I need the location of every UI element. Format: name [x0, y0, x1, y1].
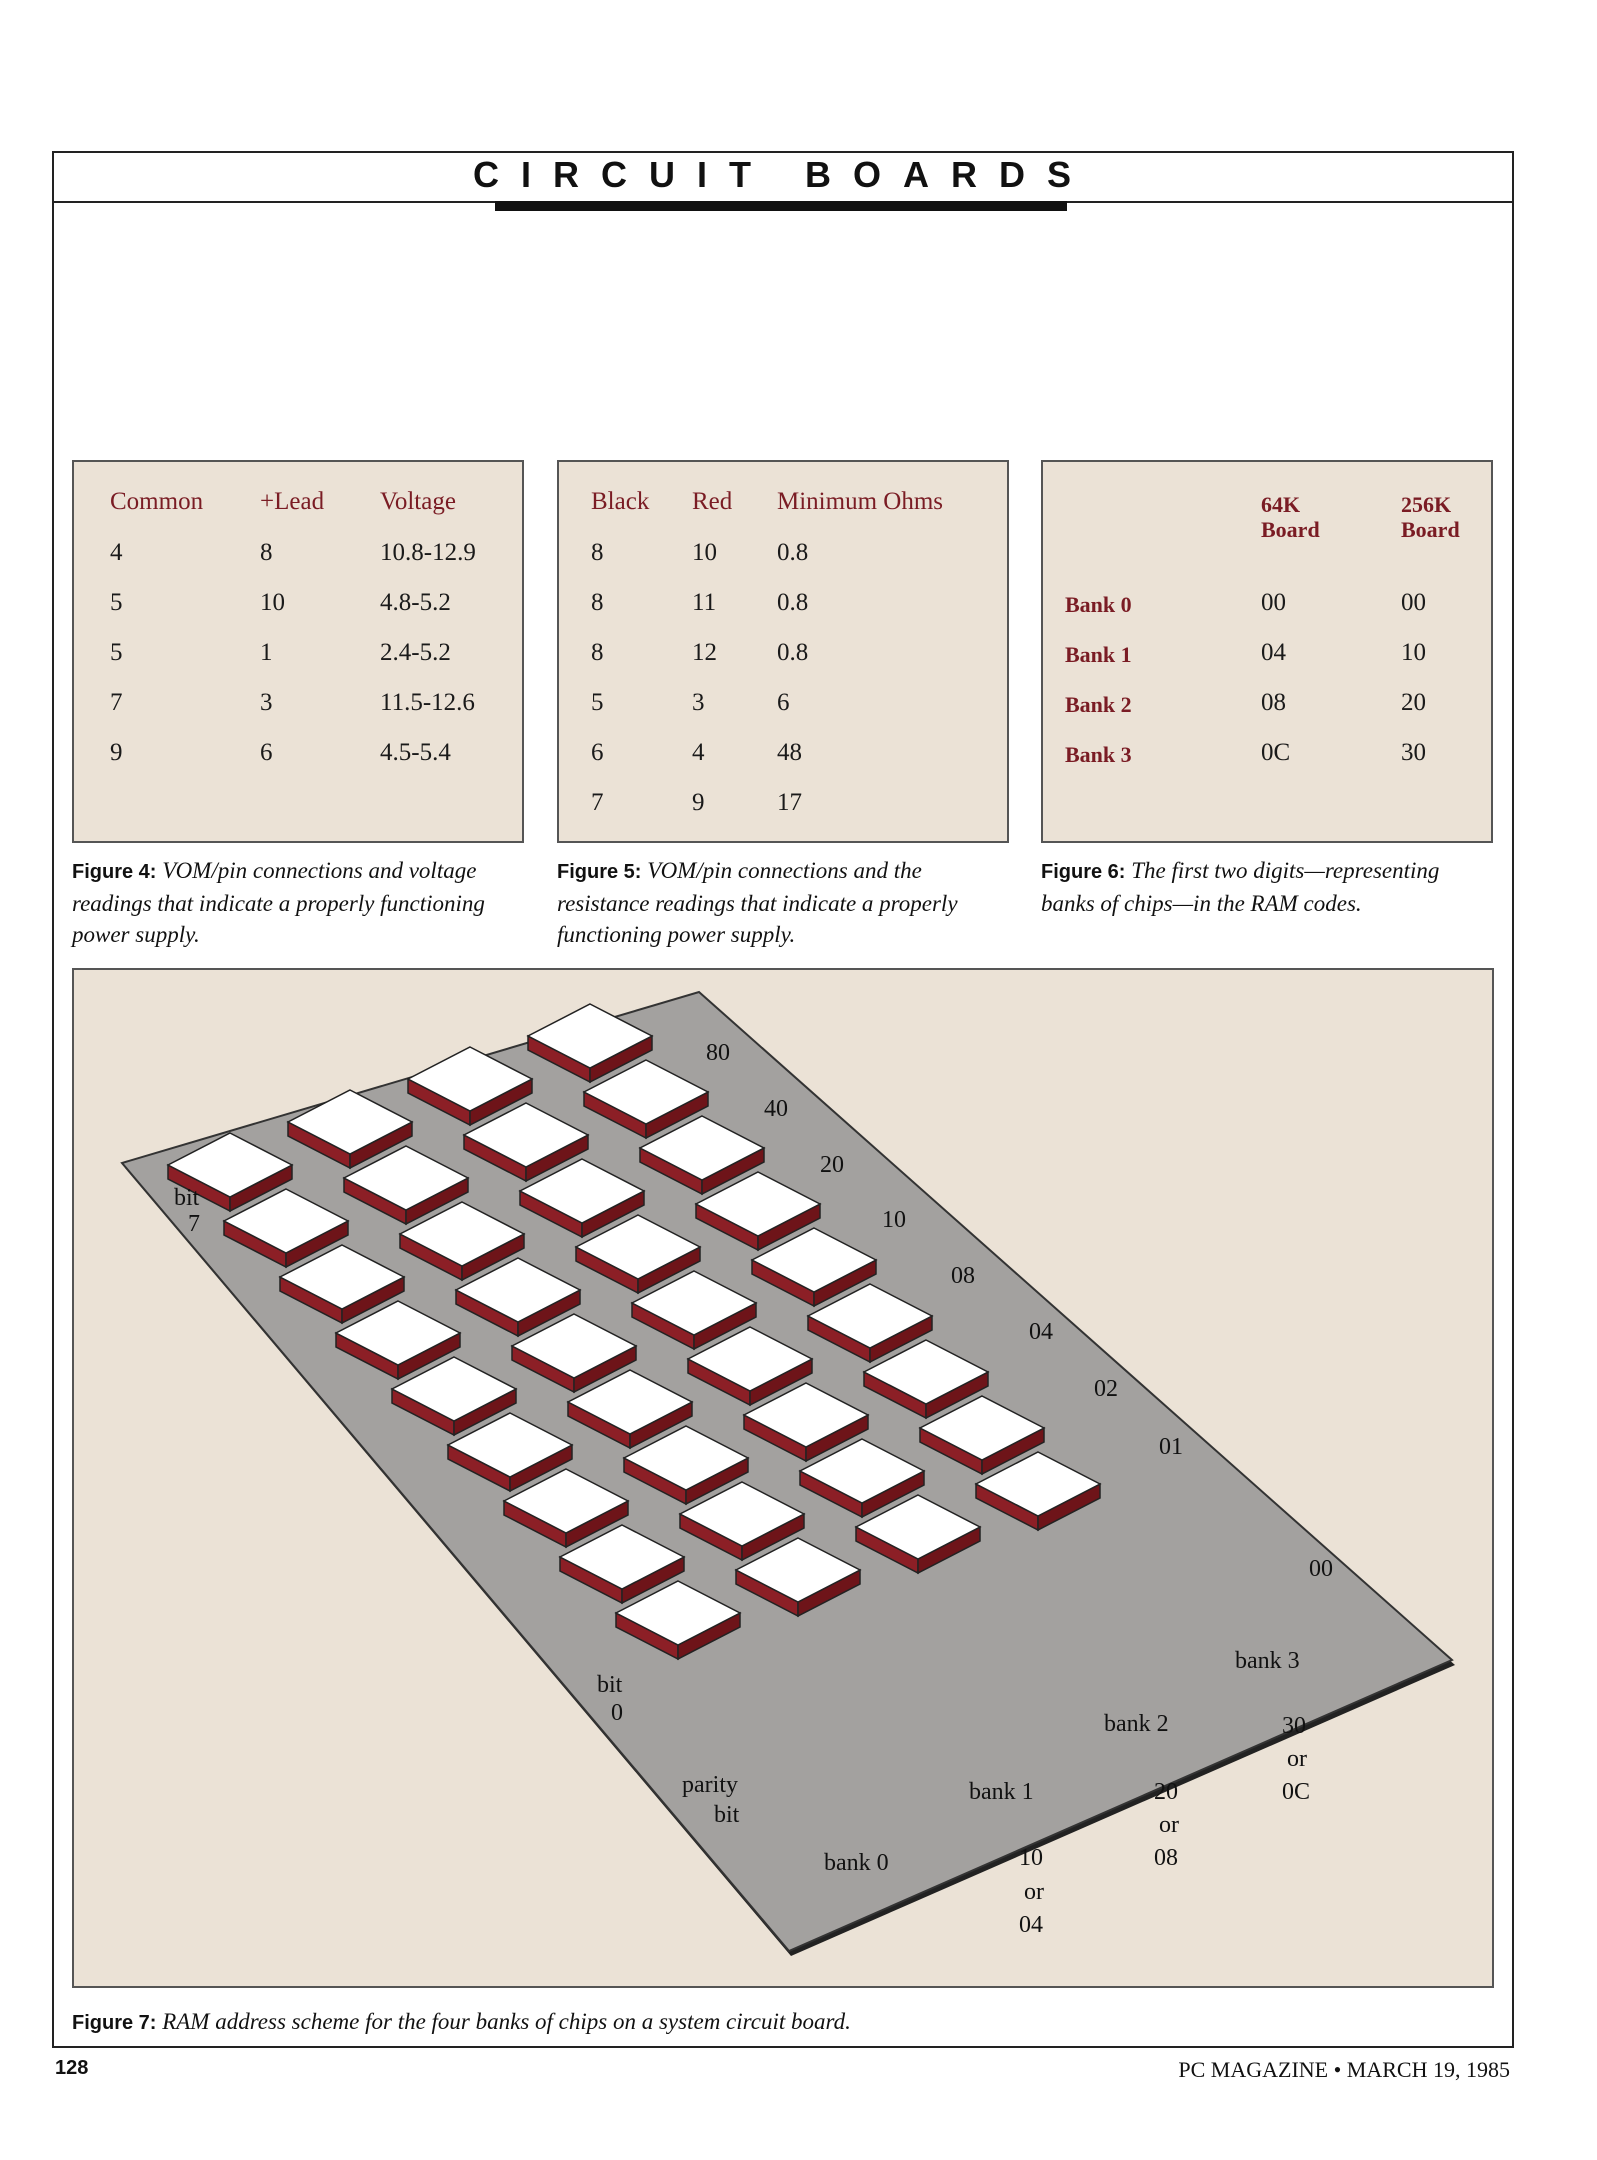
fig4-r1-voltage: 4.8-5.2 — [380, 589, 451, 616]
fig4-r2-lead: 1 — [260, 639, 273, 666]
bit-value-80: 80 — [706, 1040, 730, 1066]
fig6-r2-256k: 20 — [1401, 689, 1426, 716]
fig5-header-red: Red — [692, 488, 733, 515]
fig4-r4-lead: 6 — [260, 739, 273, 766]
figure4-caption-text: VOM/pin connections and voltage readings that indicate a properly functioning power supply. — [72, 858, 485, 947]
fig4-header-lead: +Lead — [260, 488, 325, 515]
figure6-label: Figure 6: — [1041, 861, 1126, 883]
fig5-r0-ohms: 0.8 — [777, 539, 809, 566]
figure5-label: Figure 5: — [557, 861, 642, 883]
figure4-table — [72, 460, 524, 843]
fig6-r1-bank: Bank 1 — [1065, 642, 1132, 667]
bank2-label: bank 2 — [1104, 1711, 1169, 1737]
bank2-code-or: or — [1159, 1812, 1179, 1838]
fig5-header-min-ohms: Minimum Ohms — [777, 488, 943, 515]
bit-value-00: 00 — [1309, 1556, 1333, 1582]
parity-label-word: parity — [682, 1772, 738, 1798]
bit7-label-number: 7 — [188, 1211, 200, 1237]
figure6-caption — [1041, 855, 1496, 919]
bit-value-40: 40 — [764, 1096, 788, 1122]
fig4-r0-common: 4 — [110, 539, 123, 566]
parity-label-bit: bit — [714, 1802, 740, 1828]
bank1-code-value: 10 — [1019, 1845, 1043, 1871]
bank1-code-or: or — [1024, 1879, 1044, 1905]
bit7-label-bit: bit — [174, 1185, 200, 1211]
fig5-r3-black: 5 — [591, 689, 604, 716]
figure7-svg — [74, 970, 1492, 1986]
bit-value-08: 08 — [951, 1263, 975, 1289]
bit0-label-bit: bit — [597, 1672, 623, 1698]
bank3-code-value: 30 — [1282, 1713, 1306, 1739]
bank3-label: bank 3 — [1235, 1648, 1300, 1674]
fig6-r0-bank: Bank 0 — [1065, 592, 1132, 617]
fig5-r1-ohms: 0.8 — [777, 589, 809, 616]
fig4-r2-voltage: 2.4-5.2 — [380, 639, 451, 666]
figure6-table — [1041, 460, 1493, 843]
fig6-r0-256k: 00 — [1401, 589, 1426, 616]
fig4-r3-voltage: 11.5-12.6 — [380, 689, 475, 716]
fig4-header-voltage: Voltage — [380, 488, 456, 515]
figure4-label: Figure 4: — [72, 861, 157, 883]
fig5-r5-black: 7 — [591, 789, 604, 816]
bank3-code-or: or — [1287, 1746, 1307, 1772]
fig4-r3-common: 7 — [110, 689, 123, 716]
fig5-r1-black: 8 — [591, 589, 604, 616]
fig5-r2-red: 12 — [692, 639, 717, 666]
bit0-label-number: 0 — [611, 1700, 623, 1726]
fig5-header-black: Black — [591, 488, 650, 515]
bit-value-02: 02 — [1094, 1376, 1118, 1402]
fig4-r2-common: 5 — [110, 639, 123, 666]
figure7-illustration — [72, 968, 1494, 1988]
bit-value-04: 04 — [1029, 1319, 1053, 1345]
fig4-r4-voltage: 4.5-5.4 — [380, 739, 451, 766]
bit-value-10: 10 — [882, 1207, 906, 1233]
fig4-header-common: Common — [110, 488, 204, 515]
fig4-r0-lead: 8 — [260, 539, 273, 566]
fig6-header-256k: 256K Board — [1401, 492, 1460, 542]
bank1-label: bank 1 — [969, 1779, 1034, 1805]
fig5-r2-ohms: 0.8 — [777, 639, 809, 666]
figure5-caption — [557, 855, 1012, 950]
fig5-r5-ohms: 17 — [777, 789, 802, 816]
fig5-r4-ohms: 48 — [777, 739, 802, 766]
fig5-r4-black: 6 — [591, 739, 604, 766]
figure7-caption — [72, 2006, 1472, 2039]
fig6-r3-64k: 0C — [1261, 739, 1291, 766]
fig6-r1-256k: 10 — [1401, 639, 1426, 666]
page-number: 128 — [55, 2057, 89, 2079]
figure5-table — [557, 460, 1009, 843]
fig5-r0-black: 8 — [591, 539, 604, 566]
figure7-caption-text: RAM address scheme for the four banks of chips on a system circuit board. — [162, 2009, 851, 2034]
header-bar — [495, 201, 1067, 211]
bank2-code-value: 20 — [1154, 1779, 1178, 1805]
figure6-caption-text: The first two digits—representing banks of chips—in the RAM codes. — [1041, 858, 1440, 916]
fig6-r0-64k: 00 — [1261, 589, 1286, 616]
bit-value-01: 01 — [1159, 1434, 1183, 1460]
fig5-r1-red: 11 — [692, 589, 717, 616]
figure4-caption — [72, 855, 527, 950]
figure7-label: Figure 7: — [72, 2012, 157, 2034]
footer-publication: PC MAGAZINE • MARCH 19, 1985 — [1178, 2057, 1510, 2082]
section-title: CIRCUIT BOARDS — [473, 154, 1093, 195]
fig5-r3-red: 3 — [692, 689, 705, 716]
fig6-r2-64k: 08 — [1261, 689, 1286, 716]
fig5-r0-red: 10 — [692, 539, 717, 566]
fig6-r1-64k: 04 — [1261, 639, 1286, 666]
bit-value-20: 20 — [820, 1152, 844, 1178]
fig6-r3-256k: 30 — [1401, 739, 1426, 766]
fig4-r3-lead: 3 — [260, 689, 273, 716]
fig6-r3-bank: Bank 3 — [1065, 742, 1132, 767]
bank0-label: bank 0 — [824, 1850, 889, 1876]
fig5-r2-black: 8 — [591, 639, 604, 666]
fig4-r0-voltage: 10.8-12.9 — [380, 539, 476, 566]
figure5-caption-text: VOM/pin connections and the resistance readings that indicate a properly functioning power supply. — [557, 858, 958, 947]
fig5-r4-red: 4 — [692, 739, 705, 766]
fig4-r1-common: 5 — [110, 589, 123, 616]
bank1-code-alt: 04 — [1019, 1912, 1043, 1938]
fig5-r3-ohms: 6 — [777, 689, 790, 716]
bank3-code-alt: 0C — [1282, 1779, 1311, 1805]
fig6-r2-bank: Bank 2 — [1065, 692, 1132, 717]
fig4-r1-lead: 10 — [260, 589, 285, 616]
fig6-header-64k: 64K Board — [1261, 492, 1320, 542]
fig4-r4-common: 9 — [110, 739, 123, 766]
bank2-code-alt: 08 — [1154, 1845, 1178, 1871]
fig5-r5-red: 9 — [692, 789, 705, 816]
